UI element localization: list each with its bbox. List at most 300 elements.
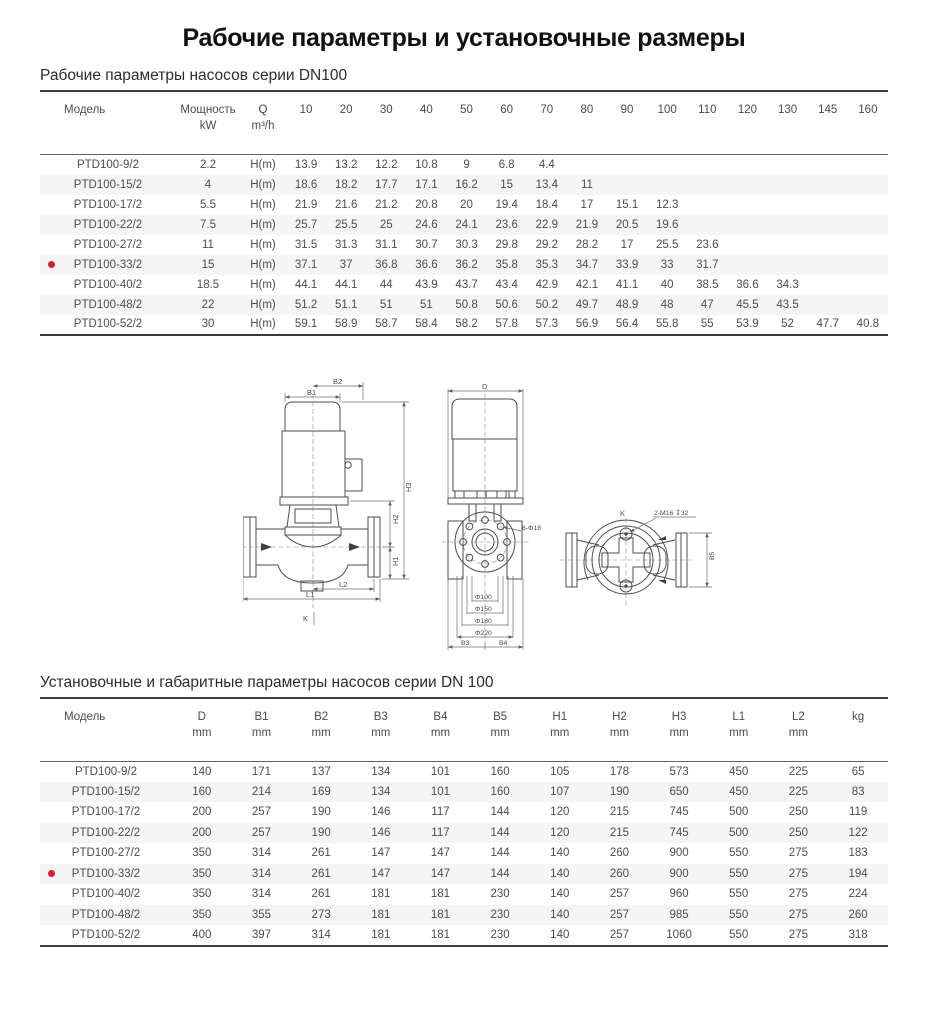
- head-value-cell: 51.2: [294, 298, 318, 311]
- model-cell: PTD100-52/2: [73, 318, 143, 330]
- head-value-cell: 55.8: [655, 318, 679, 330]
- dimension-value-cell: 190: [311, 826, 331, 839]
- head-value-cell: 44: [379, 278, 393, 291]
- dimension-value-cell: 314: [251, 867, 272, 880]
- dimension-value-cell: 120: [550, 826, 570, 839]
- dimension-value-cell: 260: [609, 847, 630, 860]
- dimension-value-cell: 147: [430, 847, 451, 860]
- head-unit-cell: H(m): [250, 258, 276, 271]
- head-value-cell: 33.9: [615, 258, 639, 271]
- performance-row: [40, 295, 888, 315]
- dimension-value-cell: 275: [788, 908, 808, 921]
- dim-label-phi220: Φ220: [475, 629, 492, 637]
- power-cell: 22: [201, 298, 215, 311]
- dimension-value-cell: 181: [430, 928, 451, 941]
- head-value-cell: 38.5: [696, 278, 719, 291]
- head-value-cell: 31.5: [294, 238, 318, 251]
- dim-label-phi100: Φ100: [475, 593, 492, 601]
- head-value-cell: [808, 155, 848, 175]
- pump-top-body: [560, 518, 692, 606]
- dimension-value-cell: 146: [371, 826, 391, 839]
- head-value-cell: 43.5: [776, 298, 799, 311]
- head-value-cell: 25.5: [334, 218, 358, 231]
- dim-column-unit: mm: [550, 726, 570, 739]
- dimension-value-cell: 160: [490, 765, 510, 778]
- dim-column-unit: mm: [490, 726, 510, 739]
- dim-label-k-top: K: [620, 508, 626, 518]
- head-value-cell: 50.6: [495, 298, 518, 311]
- dimensions-section-title: Установочные и габаритные параметры насосов серии DN 100: [40, 674, 888, 699]
- head-value-cell: 43.4: [495, 278, 518, 291]
- dim-column-label: kg: [852, 710, 865, 723]
- dim-column-header: [828, 699, 888, 762]
- head-value-cell: 12.3: [655, 198, 679, 211]
- dimension-value-cell: 261: [311, 847, 331, 860]
- flow-column-header: 110: [687, 92, 727, 155]
- head-value-cell: 37.1: [294, 258, 318, 271]
- flow-column-header: 100: [647, 92, 687, 155]
- performance-row: [40, 315, 888, 335]
- dimension-value-cell: 140: [550, 908, 570, 921]
- dimension-value-cell: 257: [609, 888, 630, 901]
- dim-column-header: [530, 699, 590, 762]
- head-value-cell: 34.7: [575, 258, 599, 271]
- dimension-value-cell: 900: [669, 847, 689, 860]
- dimension-value-cell: 140: [550, 867, 570, 880]
- dimensions-row: [40, 905, 888, 926]
- dimension-value-cell: 105: [550, 765, 570, 778]
- dimension-value-cell: 224: [848, 888, 868, 901]
- head-value-cell: 17: [620, 238, 634, 251]
- dimension-value-cell: 181: [430, 888, 451, 901]
- flow-q-unit: m³/h: [251, 120, 275, 132]
- dim-label-b2: B2: [333, 376, 343, 386]
- head-value-cell: [607, 155, 647, 175]
- head-value-cell: 19.4: [495, 198, 518, 211]
- flow-q-label: Q: [258, 104, 268, 116]
- head-value-cell: 37: [339, 258, 353, 271]
- dimension-value-cell: 178: [609, 765, 630, 778]
- head-value-cell: 17.1: [415, 178, 438, 191]
- dim-column-label: L1: [732, 710, 746, 723]
- model-cell: PTD100-27/2: [73, 238, 143, 251]
- head-value-cell: 20.5: [615, 218, 639, 231]
- head-value-cell: 18.2: [334, 178, 358, 191]
- head-value-cell: 40: [660, 278, 674, 291]
- page-title: Рабочие параметры и установочные размеры: [182, 24, 746, 52]
- dimension-value-cell: 117: [431, 806, 450, 819]
- head-value-cell: 58.2: [455, 318, 478, 330]
- head-value-cell: 51.1: [334, 298, 358, 311]
- head-value-cell: [687, 175, 727, 195]
- dimension-value-cell: 230: [490, 928, 510, 941]
- model-cell: PTD100-15/2: [71, 785, 141, 798]
- dim-label-bolt-holes: 8-Φ18: [522, 524, 542, 532]
- dimension-value-cell: 200: [192, 806, 212, 819]
- power-cell: 11: [202, 238, 214, 251]
- dimension-value-cell: 314: [251, 888, 272, 901]
- dimension-value-cell: 120: [550, 806, 570, 819]
- dim-column-label: B4: [433, 710, 448, 723]
- dimension-value-cell: 350: [192, 847, 212, 860]
- flow-column-header: 120: [727, 92, 767, 155]
- dim-column-header: [291, 699, 351, 762]
- dimension-value-cell: 122: [848, 826, 868, 839]
- head-value-cell: 21.9: [575, 218, 599, 231]
- dimension-value-cell: 450: [729, 785, 749, 798]
- model-cell: PTD100-9/2: [74, 765, 137, 778]
- head-value-cell: 21.6: [334, 198, 358, 211]
- dim-column-label: H1: [552, 710, 568, 723]
- head-value-cell: 21.9: [294, 198, 318, 211]
- model-cell: PTD100-17/2: [73, 198, 143, 211]
- head-unit-cell: H(m): [250, 298, 276, 311]
- dimension-value-cell: 181: [371, 908, 391, 921]
- dimension-value-cell: 257: [251, 826, 272, 839]
- head-value-cell: 58.9: [334, 318, 358, 330]
- head-value-cell: 6.8: [498, 158, 515, 171]
- head-value-cell: 48.9: [615, 298, 639, 311]
- head-unit-cell: H(m): [250, 158, 276, 171]
- model-column-header: Модель: [40, 699, 172, 762]
- dimension-value-cell: 314: [251, 847, 272, 860]
- power-cell: 30: [201, 318, 215, 330]
- dim-column-header: [411, 699, 471, 762]
- dimension-value-cell: 215: [609, 806, 630, 819]
- pump-top-view-drawing: [558, 488, 723, 643]
- dimension-value-cell: 275: [788, 928, 808, 941]
- dimension-value-cell: 450: [729, 765, 749, 778]
- performance-table-body: [40, 155, 888, 335]
- head-value-cell: 36.8: [375, 258, 398, 271]
- performance-row: [40, 155, 888, 175]
- head-value-cell: 15.1: [615, 198, 639, 211]
- dim-column-unit: mm: [729, 726, 749, 739]
- dimension-value-cell: 101: [430, 785, 451, 798]
- performance-row: [40, 235, 888, 255]
- head-value-cell: [768, 175, 808, 195]
- head-value-cell: 11: [580, 178, 593, 191]
- dim-column-header: [172, 699, 232, 762]
- dim-column-unit: mm: [192, 726, 212, 739]
- head-value-cell: [768, 155, 808, 175]
- head-value-cell: 58.4: [415, 318, 438, 330]
- head-value-cell: [768, 255, 808, 275]
- head-value-cell: 24.6: [415, 218, 438, 231]
- dimension-value-cell: 257: [609, 908, 630, 921]
- dim-column-unit: mm: [609, 726, 629, 739]
- dimensions-row: [40, 761, 888, 782]
- head-value-cell: 51: [420, 298, 433, 311]
- dimension-value-cell: 147: [430, 867, 451, 880]
- dim-label-b1: B1: [307, 387, 317, 397]
- head-value-cell: 35.3: [535, 258, 558, 271]
- dim-column-label: B1: [254, 710, 269, 723]
- head-value-cell: 36.6: [736, 278, 759, 291]
- head-value-cell: [727, 195, 767, 215]
- dimension-value-cell: 257: [251, 806, 272, 819]
- dim-label-k: K: [303, 613, 309, 623]
- head-value-cell: [567, 155, 607, 175]
- head-value-cell: 51: [379, 298, 393, 311]
- flow-column-header: 10: [286, 92, 326, 155]
- pump-front-body: [441, 394, 529, 642]
- head-value-cell: [808, 235, 848, 255]
- head-value-cell: [727, 255, 767, 275]
- dim-column-unit: mm: [669, 726, 689, 739]
- head-value-cell: 20.8: [415, 198, 438, 211]
- head-value-cell: 33: [660, 258, 674, 271]
- dimension-value-cell: 350: [192, 888, 212, 901]
- dimension-value-cell: 745: [669, 806, 689, 819]
- dimension-value-cell: 183: [848, 847, 868, 860]
- model-cell: PTD100-48/2: [73, 298, 143, 311]
- dimension-value-cell: 134: [371, 785, 391, 798]
- dimension-value-cell: 500: [729, 826, 749, 839]
- head-value-cell: 31.1: [375, 238, 398, 251]
- head-value-cell: 56.4: [615, 318, 639, 330]
- head-value-cell: 10.8: [415, 158, 438, 171]
- dim-column-header: [709, 699, 769, 762]
- dimensions-header-row: [40, 699, 888, 762]
- model-cell: PTD100-22/2: [73, 218, 143, 231]
- head-value-cell: 13.9: [294, 158, 318, 171]
- head-unit-cell: H(m): [250, 178, 276, 191]
- dimension-value-cell: 550: [729, 867, 749, 880]
- head-value-cell: 36.2: [455, 258, 478, 271]
- dim-label-phi150: Φ150: [475, 605, 492, 613]
- power-cell: 2.2: [200, 158, 216, 171]
- dimension-value-cell: 273: [311, 908, 331, 921]
- head-value-cell: [727, 215, 767, 235]
- dimension-value-cell: 275: [788, 888, 808, 901]
- head-value-cell: 23.6: [495, 218, 518, 231]
- model-cell: PTD100-17/2: [71, 806, 141, 819]
- dimension-value-cell: 260: [848, 908, 868, 921]
- dim-column-label: B2: [314, 710, 329, 723]
- dimension-value-cell: 397: [251, 928, 272, 941]
- head-value-cell: 25.7: [294, 218, 318, 231]
- dim-label-b4: B4: [499, 639, 508, 647]
- head-value-cell: 43.7: [455, 278, 478, 291]
- head-value-cell: 30.7: [415, 238, 438, 251]
- dimension-value-cell: 190: [609, 785, 630, 798]
- performance-section-title: Рабочие параметры насосов серии DN100: [40, 67, 888, 92]
- dimensions-section: [40, 674, 888, 947]
- dimension-value-cell: 230: [490, 888, 510, 901]
- dimension-value-cell: 215: [609, 826, 630, 839]
- dimension-value-cell: 181: [371, 928, 391, 941]
- head-value-cell: 53.9: [736, 318, 759, 330]
- head-value-cell: 30.3: [455, 238, 478, 251]
- head-value-cell: [848, 255, 888, 275]
- dim-column-label: H2: [612, 710, 627, 723]
- flow-column-header: 80: [567, 92, 607, 155]
- head-value-cell: 55: [700, 318, 714, 330]
- performance-row: [40, 275, 888, 295]
- head-value-cell: 21.2: [375, 198, 398, 211]
- performance-row: [40, 175, 888, 195]
- pump-side-view-drawing: [243, 376, 421, 634]
- dim-column-unit: mm: [251, 726, 272, 739]
- dimensions-row: [40, 843, 888, 864]
- model-cell: PTD100-52/2: [71, 928, 141, 941]
- dim-label-phi180: Φ180: [475, 617, 492, 625]
- dim-label-h1: H1: [391, 555, 400, 566]
- head-value-cell: 52: [781, 318, 794, 330]
- dimension-value-cell: 1060: [666, 928, 692, 941]
- dimension-value-cell: 140: [550, 928, 570, 941]
- head-value-cell: [808, 175, 848, 195]
- power-column-header: [176, 92, 240, 155]
- dimension-value-cell: 350: [192, 867, 212, 880]
- dimensions-row: [40, 864, 888, 885]
- dimension-value-cell: 550: [729, 908, 749, 921]
- dimensions-row: [40, 782, 888, 803]
- head-value-cell: 24.1: [455, 218, 478, 231]
- power-cell: 18.5: [196, 278, 220, 291]
- head-value-cell: 19.6: [655, 218, 679, 231]
- dimension-value-cell: 144: [490, 867, 510, 880]
- dimension-value-cell: 65: [851, 765, 865, 778]
- model-cell: PTD100-15/2: [73, 178, 143, 191]
- dimension-value-cell: 260: [609, 867, 630, 880]
- head-value-cell: 9: [463, 158, 470, 171]
- model-cell: PTD100-40/2: [73, 278, 143, 291]
- dimension-value-cell: 550: [729, 888, 749, 901]
- dimension-value-cell: 200: [192, 826, 212, 839]
- head-value-cell: 23.6: [696, 238, 719, 251]
- dimension-value-cell: 181: [371, 888, 391, 901]
- dimension-value-cell: 147: [371, 847, 391, 860]
- head-value-cell: 20: [460, 198, 473, 211]
- dim-label-thread: 2-M16 ↧32: [654, 509, 689, 517]
- dim-label-b3: B3: [461, 639, 470, 647]
- dimension-value-cell: 160: [192, 785, 212, 798]
- dimension-value-cell: 261: [311, 888, 331, 901]
- dimension-value-cell: 550: [729, 847, 749, 860]
- dimensions-row: [40, 925, 888, 946]
- performance-row: [40, 255, 888, 275]
- head-value-cell: 34.3: [776, 278, 799, 291]
- dimension-value-cell: 355: [251, 908, 272, 921]
- head-value-cell: 36.6: [415, 258, 438, 271]
- dimensions-table: [40, 699, 888, 947]
- flow-column-header: 160: [848, 92, 888, 155]
- head-value-cell: 35.8: [495, 258, 518, 271]
- flow-column-header: 130: [768, 92, 808, 155]
- dimension-value-cell: 194: [848, 867, 868, 880]
- dim-column-header: [649, 699, 709, 762]
- dim-column-label: H3: [671, 710, 687, 723]
- head-value-cell: [727, 235, 767, 255]
- head-value-cell: 43.9: [415, 278, 438, 291]
- highlight-dot: [48, 261, 55, 268]
- power-cell: 5.5: [200, 198, 216, 211]
- dim-label-h3: H3: [404, 481, 413, 492]
- dimension-value-cell: 318: [848, 928, 868, 941]
- flow-column-header: 30: [366, 92, 406, 155]
- head-value-cell: 18.6: [294, 178, 318, 191]
- head-value-cell: 47.7: [816, 318, 839, 330]
- head-value-cell: [848, 155, 888, 175]
- head-value-cell: 16.2: [455, 178, 478, 191]
- head-value-cell: [848, 275, 888, 295]
- dim-column-unit: mm: [311, 726, 331, 739]
- dimension-value-cell: 101: [430, 765, 451, 778]
- dimension-value-cell: 250: [788, 826, 808, 839]
- head-value-cell: 42.1: [575, 278, 599, 291]
- head-value-cell: 47: [700, 298, 714, 311]
- head-value-cell: 13.4: [535, 178, 558, 191]
- head-value-cell: [808, 275, 848, 295]
- dimension-value-cell: 230: [490, 908, 510, 921]
- head-value-cell: 44.1: [294, 278, 318, 291]
- head-value-cell: 12.2: [375, 158, 398, 171]
- dim-column-unit: mm: [371, 726, 391, 739]
- head-value-cell: [848, 295, 888, 315]
- dimension-value-cell: 144: [490, 826, 510, 839]
- power-cell: 4: [204, 178, 212, 191]
- head-value-cell: [768, 215, 808, 235]
- head-value-cell: [808, 195, 848, 215]
- dimension-value-cell: 261: [311, 867, 331, 880]
- dimension-value-cell: 146: [371, 806, 391, 819]
- head-value-cell: 58.7: [375, 318, 398, 330]
- model-cell: PTD100-40/2: [71, 888, 141, 901]
- dimension-value-cell: 960: [669, 888, 689, 901]
- head-unit-cell: H(m): [250, 278, 276, 291]
- dimension-value-cell: 160: [490, 785, 510, 798]
- dimension-value-cell: 140: [192, 765, 212, 778]
- dimension-value-cell: 400: [192, 928, 212, 941]
- dim-label-l2: L2: [339, 579, 348, 589]
- head-unit-cell: H(m): [250, 238, 276, 251]
- dim-column-header: [232, 699, 292, 762]
- head-value-cell: [647, 155, 687, 175]
- head-unit-cell: H(m): [250, 318, 276, 330]
- dimension-value-cell: 83: [851, 785, 865, 798]
- head-value-cell: 45.5: [736, 298, 759, 311]
- dimension-value-cell: 350: [192, 908, 212, 921]
- head-value-cell: 4.4: [538, 158, 555, 171]
- dimension-value-cell: 314: [311, 928, 331, 941]
- head-unit-cell: H(m): [250, 198, 276, 211]
- power-cell: 15: [201, 258, 215, 271]
- model-column-header: Модель: [40, 92, 176, 155]
- dim-column-unit: mm: [788, 726, 808, 739]
- dimension-value-cell: 140: [550, 888, 570, 901]
- head-value-cell: 44.1: [334, 278, 358, 291]
- pump-front-view-drawing: [425, 380, 565, 652]
- power-cell: 7.5: [200, 218, 216, 231]
- dimension-value-cell: 900: [669, 867, 689, 880]
- head-value-cell: [848, 175, 888, 195]
- model-cell: PTD100-27/2: [71, 847, 141, 860]
- head-value-cell: 29.8: [495, 238, 518, 251]
- head-value-cell: 50.8: [455, 298, 478, 311]
- head-value-cell: 13.2: [334, 158, 358, 171]
- head-value-cell: [687, 195, 727, 215]
- head-value-cell: 56.9: [575, 318, 599, 330]
- flow-column-header: 40: [406, 92, 446, 155]
- head-value-cell: [727, 175, 767, 195]
- dim-label-l1: L1: [306, 589, 315, 599]
- head-value-cell: 48: [660, 298, 674, 311]
- head-value-cell: 42.9: [535, 278, 558, 291]
- head-value-cell: [848, 195, 888, 215]
- flow-column-header: 50: [447, 92, 487, 155]
